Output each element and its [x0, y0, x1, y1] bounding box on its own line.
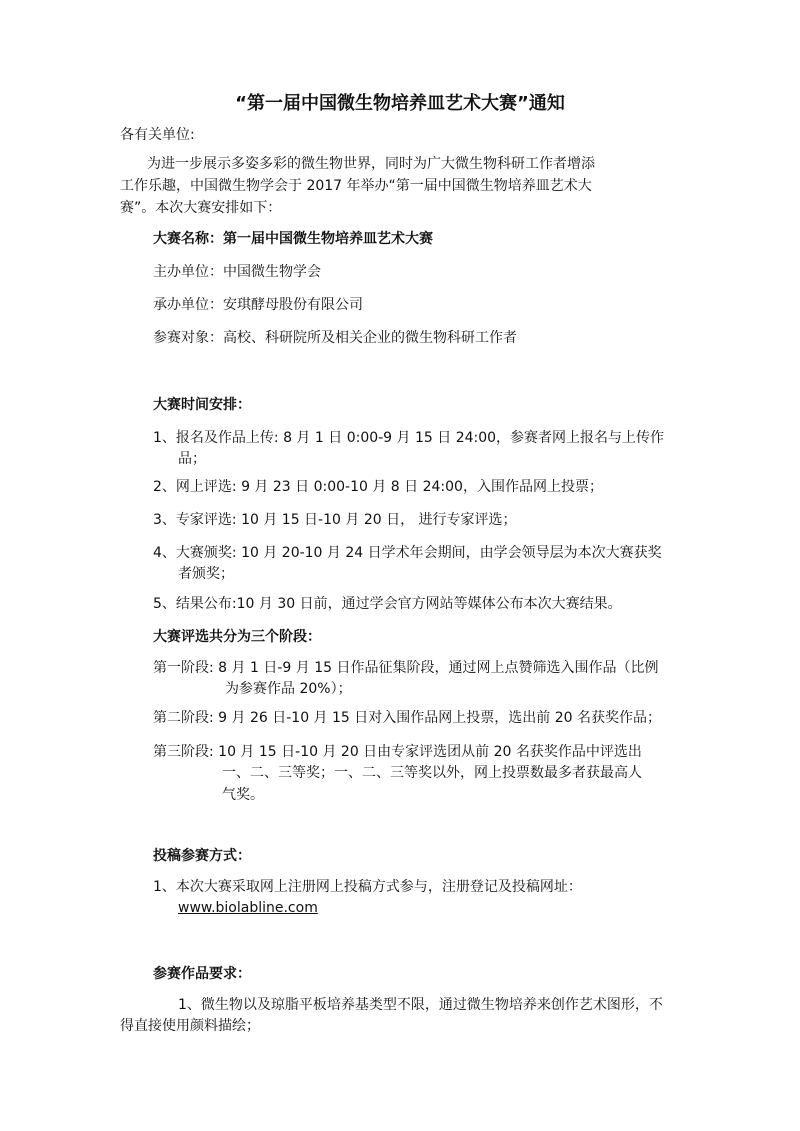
schedule-item-4-cont: 者颁奖；	[178, 566, 234, 582]
submission-item: 1、本次大赛采取网上注册网上投稿方式参与，注册登记及投稿网址：	[153, 879, 582, 895]
requirements-heading: 参赛作品要求：	[153, 966, 251, 982]
schedule-heading: 大赛时间安排：	[153, 397, 251, 413]
stage-item-1-cont: 为参赛作品 20%）；	[225, 681, 352, 697]
submission-url-link[interactable]: www.biolabline.com	[178, 900, 318, 916]
info-value: 中国微生物学会	[223, 264, 321, 280]
info-row-organizer	[153, 294, 363, 316]
stage-item-3: 第三阶段: 10 月 15 日-10 月 20 日由专家评选团从前 20 名获奖作品中评选出	[153, 744, 642, 760]
info-label: 承办单位：	[153, 297, 223, 313]
info-row-name	[153, 228, 433, 250]
info-row-host	[153, 261, 321, 283]
stage-item-3-cont: 一、二、三等奖；一、二、三等奖以外，网上投票数最多者获最高人	[222, 765, 642, 781]
schedule-item-3: 3、专家评选: 10 月 15 日-10 月 20 日， 进行专家评选；	[153, 512, 517, 528]
requirement-item-1: 1、微生物以及琼脂平板培养基类型不限，通过微生物培养来创作艺术图形，不	[178, 997, 663, 1013]
intro-line-3: 赛”。本次大赛安排如下：	[120, 200, 282, 216]
stage-item-3-cont2: 气奖。	[222, 787, 264, 803]
stage-item-1: 第一阶段: 8 月 1 日-9 月 15 日作品征集阶段，通过网上点赞筛选入围作品（比例	[153, 660, 659, 676]
info-label: 参赛对象：	[153, 330, 223, 346]
intro-line-1: 为进一步展示多姿多彩的微生物世界，同时为广大微生物科研工作者增添	[147, 156, 595, 172]
stage-item-2: 第二阶段: 9 月 26 日-10 月 15 日对入围作品网上投票，选出前 20 名获奖作品；	[153, 710, 661, 726]
schedule-item-5: 5、结果公布:10 月 30 日前，通过学会官方网站等媒体公布本次大赛结果。	[153, 596, 622, 612]
info-label: 主办单位：	[153, 264, 223, 280]
info-value: 第一届中国微生物培养皿艺术大赛	[223, 231, 433, 247]
schedule-item-1-cont: 品；	[178, 451, 206, 467]
requirement-item-1-cont: 得直接使用颜料描绘；	[120, 1018, 260, 1034]
info-value: 高校、科研院所及相关企业的微生物科研工作者	[223, 330, 517, 346]
stages-heading: 大赛评选共分为三个阶段：	[153, 629, 321, 645]
info-label: 大赛名称：	[153, 231, 223, 247]
intro-line-2: 工作乐趣，中国微生物学会于 2017 年举办“第一届中国微生物培养皿艺术大	[120, 178, 592, 194]
schedule-item-2: 2、网上评选: 9 月 23 日 0:00-10 月 8 日 24:00，入围作品网上投票；	[153, 479, 603, 495]
salutation: 各有关单位:	[120, 127, 195, 143]
notice-title: “第一届中国微生物培养皿艺术大赛”通知	[235, 93, 565, 114]
schedule-item-4: 4、大赛颁奖: 10 月 20-10 月 24 日学术年会期间，由学会领导层为本次大赛获奖	[153, 545, 662, 561]
info-row-participants	[153, 327, 517, 349]
info-value: 安琪酵母股份有限公司	[223, 297, 363, 313]
submission-heading: 投稿参赛方式：	[153, 848, 251, 864]
schedule-item-1: 1、报名及作品上传: 8 月 1 日 0:00-9 月 15 日 24:00，参赛者网上报名与上传作	[153, 430, 665, 446]
